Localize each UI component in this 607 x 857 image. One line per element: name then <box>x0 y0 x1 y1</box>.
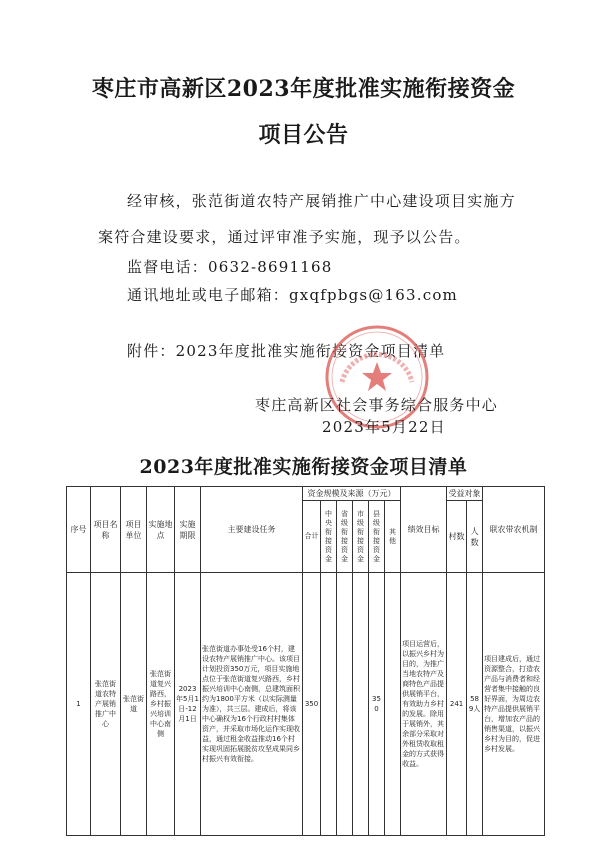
header-funds-group: 资金规模及来源（万元） <box>303 487 401 501</box>
header-content: 主要建设任务 <box>201 487 303 573</box>
cell-location: 张范街道复兴路西，乡村振兴培训中心南侧 <box>147 573 175 836</box>
cell-goal: 项目运营后，以振兴乡村为目的，为推广当地农特产及商特色产品提供展销平台，有效助力乡村的发展。除用于展销外，其余部分采取对外租赁收取租金的方式获得收益。 <box>401 573 447 836</box>
cell-unit: 张范街道 <box>121 573 147 836</box>
header-benefit-group: 受益对象 <box>447 487 483 501</box>
header-villages: 村数 <box>447 501 467 573</box>
header-period: 实施期限 <box>175 487 201 573</box>
header-province: 省级衔接资金 <box>337 501 353 573</box>
table-row <box>67 573 545 836</box>
cell-city <box>353 573 369 836</box>
issuer-name: 枣庄高新区社会事务综合服务中心 <box>255 396 499 414</box>
cell-content: 张范街道办事处受16个村，建设农特产展销推广中心。该项目计划投资350万元，项目实施地点位于张范街道复兴路西，乡村振兴培训中心南侧，总建筑面积约为1800平方米（以实际测量为准），共三层。建成后，将该中心确权为16个行政村村集体资产，并采取市场化运作实现收益，通过租金收益推动16个村实现巩固拓展脱贫攻坚成果同乡村振兴有效衔接。 <box>201 573 303 836</box>
cell-villages: 241 <box>447 573 467 836</box>
cell-province <box>337 573 353 836</box>
header-total: 合计 <box>303 501 321 573</box>
cell-other <box>385 573 401 836</box>
header-other: 其他 <box>385 501 401 573</box>
contact-email: 通讯地址或电子邮箱：gxqfpbgs@163.com <box>127 286 458 304</box>
cell-people: 589人 <box>467 573 483 836</box>
issue-date: 2023年5月22日 <box>322 418 446 436</box>
cell-name: 张范街道农特产展销推广中心 <box>91 573 121 836</box>
header-people: 人数 <box>467 501 483 573</box>
header-goal: 绩效目标 <box>401 487 447 573</box>
header-location: 实施地点 <box>147 487 175 573</box>
header-mechanism: 联农带农机制 <box>483 487 545 573</box>
notice-paragraph-line2: 案符合建设要求，通过评审准予实施，现予以公告。 <box>98 228 471 246</box>
cell-period: 2023年5月1日-12月1日 <box>175 573 201 836</box>
cell-county: 350 <box>369 573 385 836</box>
header-seq: 序号 <box>67 487 91 573</box>
attachment-line: 附件：2023年度批准实施衔接资金项目清单 <box>127 342 446 360</box>
header-city: 市级衔接资金 <box>353 501 369 573</box>
cell-central <box>321 573 337 836</box>
header-county: 县级衔接资金 <box>369 501 385 573</box>
cell-seq: 1 <box>67 573 91 836</box>
notice-title-line2: 项目公告 <box>258 122 349 148</box>
cell-total: 350 <box>303 573 321 836</box>
notice-paragraph-line1: 经审核，张范街道农特产展销推广中心建设项目实施方 <box>127 192 516 210</box>
header-central: 中央衔接资金 <box>321 501 337 573</box>
notice-title-line1: 枣庄市高新区2023年度批准实施衔接资金 <box>91 76 516 102</box>
cell-mechanism: 项目建成后，通过资源整合，打造农产品与消费者和经营者集中接触的良好界面，为周边农特产品提供展销平台，增加农产品的销售渠道，以振兴乡村为目的，促进乡村发展。 <box>483 573 545 836</box>
list-title: 2023年度批准实施衔接资金项目清单 <box>139 456 468 478</box>
header-name: 项目名称 <box>91 487 121 573</box>
supervision-phone: 监督电话：0632-8691168 <box>127 258 333 276</box>
project-list-table <box>66 486 545 836</box>
header-unit: 项目单位 <box>121 487 147 573</box>
